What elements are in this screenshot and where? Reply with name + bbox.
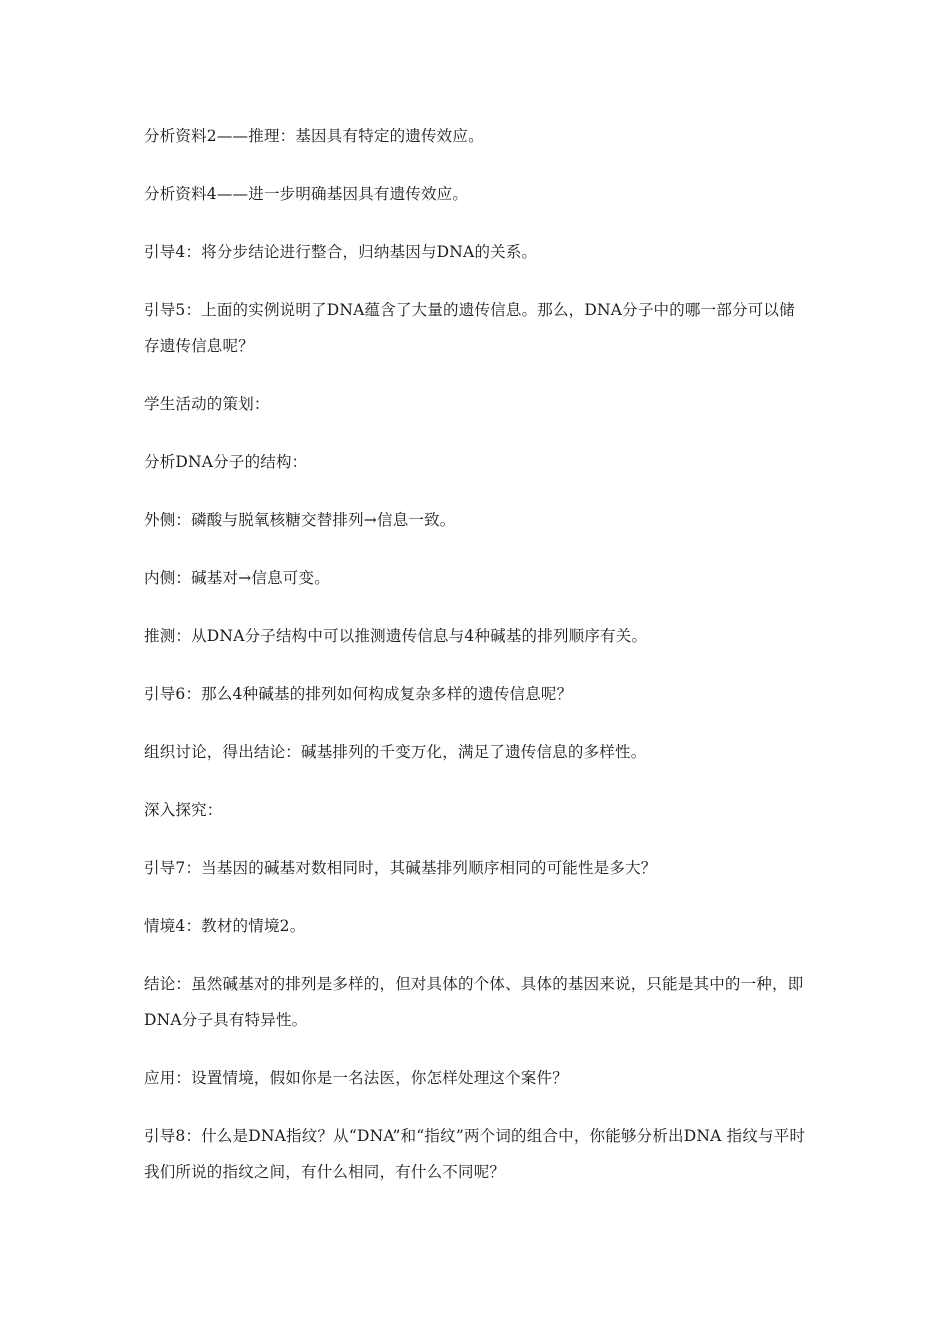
paragraph-guide-5: 引导5：上面的实例说明了DNA蕴含了大量的遗传信息。那么，DNA分子中的哪一部分可以储存遗传信息呢？: [144, 301, 795, 355]
paragraph-discussion-conclusion: 组织讨论，得出结论：碱基排列的千变万化，满足了遗传信息的多样性。: [144, 743, 647, 761]
paragraph-further-inquiry: 深入探究：: [144, 801, 223, 819]
paragraph-dna-structure-analysis: 分析DNA分子的结构：: [144, 453, 308, 471]
paragraph-inner-side: 内侧：碱基对→信息可变。: [144, 569, 330, 587]
paragraph-situation-4: 情境4：教材的情境2。: [144, 917, 306, 935]
paragraph-outer-side: 外侧：磷酸与脱氧核糖交替排列→信息一致。: [144, 511, 456, 529]
paragraph-guide-7: 引导7：当基因的碱基对数相同时，其碱基排列顺序相同的可能性是多大？: [144, 859, 657, 877]
paragraph-guide-4: 引导4：将分步结论进行整合，归纳基因与DNA的关系。: [144, 243, 538, 261]
paragraph-conclusion: 结论：虽然碱基对的排列是多样的，但对具体的个体、具体的基因来说，只能是其中的一种，即DNA分子具有特异性。: [144, 975, 804, 1029]
paragraph-application: 应用：设置情境，假如你是一名法医，你怎样处理这个案件？: [144, 1069, 568, 1087]
document-body: [144, 118, 810, 1212]
paragraph-student-activity-plan: 学生活动的策划：: [144, 395, 270, 413]
paragraph-analysis-material-2: 分析资料2——推理：基因具有特定的遗传效应。: [144, 127, 484, 145]
paragraph-analysis-material-4: 分析资料4——进一步明确基因具有遗传效应。: [144, 185, 469, 203]
paragraph-guide-8: 引导8：什么是DNA指纹？从“DNA”和“指纹”两个词的组合中，你能够分析出DNA 指纹与平时我们所说的指纹之间，有什么相同，有什么不同呢？: [144, 1127, 806, 1181]
paragraph-guide-6: 引导6：那么4种碱基的排列如何构成复杂多样的遗传信息呢？: [144, 685, 573, 703]
paragraph-inference: 推测：从DNA分子结构中可以推测遗传信息与4种碱基的排列顺序有关。: [144, 627, 648, 645]
